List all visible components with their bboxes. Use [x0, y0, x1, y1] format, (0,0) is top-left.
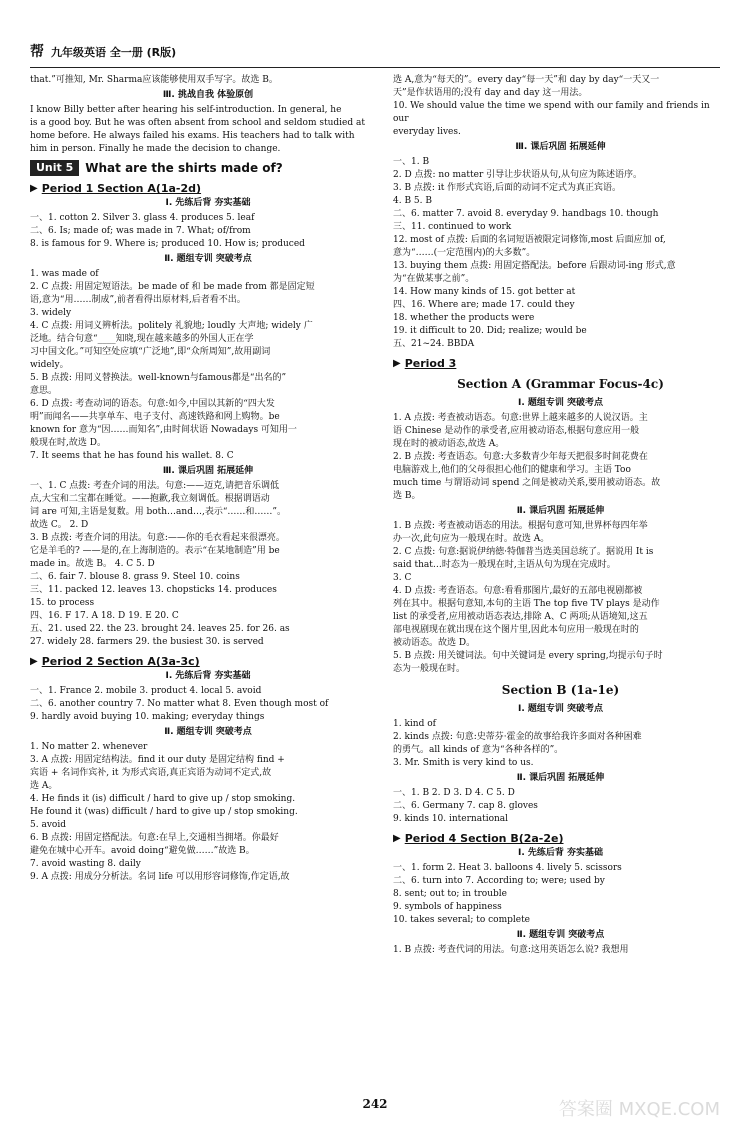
period-title: Period 4 Section B(2a-2e): [404, 832, 564, 845]
publisher-logo: 帮: [30, 43, 43, 60]
answer-line: 3. widely: [30, 308, 72, 318]
period-title: Period 3: [404, 357, 457, 370]
period-heading: [393, 357, 728, 370]
answer-line: 现在时的被动语态,故选 A。: [393, 439, 505, 449]
sectionB1-answers: [393, 703, 728, 826]
answer-line: 为“在做某事之前”。: [393, 274, 475, 284]
answer-line: 7. avoid wasting 8. daily: [30, 859, 141, 869]
answer-line: said that…时态为一般现在时,主语从句为现在完成时。: [393, 560, 616, 570]
answer-line: 5. B 点拨: 用关键词法。句中关键词是 every spring,均提示句子时: [393, 651, 663, 661]
unit-title-row: [30, 160, 386, 176]
answer-line: 2. C 点拨: 句意:据说伊纳徳·特伽普当选美国总统了。据说用 It is: [393, 547, 654, 557]
answer-line: 四、16. F 17. A 18. D 19. E 20. C: [30, 611, 179, 621]
answer-line: 点,大宝和二宝都在睡觉。——抱歉,我立刻调低。根据谓语动: [30, 494, 270, 504]
section-heading: Ⅱ. 课后巩固 拓展延伸: [516, 506, 605, 516]
triangle-icon: ▶: [393, 358, 401, 369]
answer-line: 办一次,此句应为一般现在时。故选 A。: [393, 534, 550, 544]
answer-line: 部电视剧现在就出现在这个图片里,因此本句应用一般现在时的: [393, 625, 639, 635]
answer-line: 二、6. matter 7. avoid 8. everyday 9. handbags 10. though: [393, 209, 659, 219]
triangle-icon: ▶: [30, 656, 38, 667]
section-heading: Ⅰ. 题组专训 突破考点: [517, 398, 604, 408]
answer-line: 二、6. Germany 7. cap 8. gloves: [393, 801, 538, 811]
answer-line: 6. D 点拨: 考查动词的语态。句意:如今,中国以其新的“四大发: [30, 399, 275, 409]
answer-line: 10. takes several; to complete: [393, 915, 531, 925]
section-heading: Ⅲ. 挑战自我 体验原创: [162, 90, 254, 100]
answer-line: 4. B 5. B: [393, 196, 432, 206]
answer-line: 三、11. packed 12. leaves 13. chopsticks 14. produces: [30, 585, 277, 595]
answer-line: 它是羊毛的? ——是的,在上海制造的。表示“在某地制造”用 be: [30, 546, 280, 556]
period4-answers: [393, 847, 728, 957]
answer-line: 泛地。结合句意“____知晓,现在越来越多的外国人正在学: [30, 334, 254, 344]
answer-line: 三、11. continued to work: [393, 222, 512, 232]
answer-line: 2. C 点拨: 用固定短语法。be made of 和 be made from 都是固定短: [30, 282, 315, 292]
answer-line: 二、6. turn into 7. According to; were; used by: [393, 876, 605, 886]
period-heading: [393, 832, 728, 845]
answer-line: 18. whether the products were: [393, 313, 535, 323]
period1-answers: [30, 197, 386, 649]
triangle-icon: ▶: [393, 833, 401, 844]
answer-line: 27. widely 28. farmers 29. the busiest 30. is served: [30, 637, 264, 647]
answer-line: 6. B 点拨: 用固定搭配法。句意:在早上,交通相当拥堵。你最好: [30, 833, 279, 843]
section-heading: Ⅱ. 题组专训 突破考点: [516, 930, 605, 940]
triangle-icon: ▶: [30, 183, 38, 194]
answer-line: 选 A,意为“每天的”。every day“每一天”和 day by day“一天又一: [393, 75, 660, 85]
answer-line: 8. is famous for 9. Where is; produced 10. How is; produced: [30, 239, 305, 249]
answer-line: 习中国文化。”可知空处应填“广泛地”,即“众所周知”,故用副词: [30, 347, 271, 357]
answer-line: 14. How many kinds of 15. got better at: [393, 287, 576, 297]
page-header: [30, 40, 176, 64]
answer-line: 二、6. another country 7. No matter what 8. Even though most of: [30, 699, 329, 709]
answer-line: 四、16. Where are; made 17. could they: [393, 300, 575, 310]
answer-line: 3. A 点拨: 用固定结构法。find it our duty 是固定结构 find +: [30, 755, 285, 765]
answer-line: 二、6. fair 7. blouse 8. grass 9. Steel 10. coins: [30, 572, 240, 582]
answer-line: 5. avoid: [30, 820, 66, 830]
answer-line: 一、1. C 点拨: 考查介词的用法。句意:——迈克,请把音乐调低: [30, 481, 279, 491]
answer-line: 一、1. cotton 2. Silver 3. glass 4. produces 5. leaf: [30, 213, 255, 223]
section-heading: Ⅱ. 课后巩固 拓展延伸: [516, 773, 605, 783]
answer-line: 选 A。: [30, 781, 58, 791]
answer-line: 4. D 点拨: 考查语态。句意:看看那图片,最好的五部电视剧都被: [393, 586, 643, 596]
answer-line: 故选 C。 2. D: [30, 520, 89, 530]
answer-line: list 的承受者,应用被动语态表达,排除 A、C 两项;从语境知,这五: [393, 612, 648, 622]
answer-line: 一、1. B 2. D 3. D 4. C 5. D: [393, 788, 515, 798]
period2-answers: [30, 670, 386, 884]
answer-line: 9. A 点拨: 用成分分析法。名词 life 可以用形容词修饰,作定语,故: [30, 872, 290, 882]
unit-title: What are the shirts made of?: [85, 160, 283, 175]
section-title: Section A (Grammar Focus-4c): [457, 377, 664, 391]
answer-line: 态为一般现在时。: [393, 664, 466, 674]
answer-line: 的勇气。all kinds of 意为“各种各样的”。: [393, 745, 564, 755]
text-line: him in person. Finally he made the decision to change.: [30, 144, 281, 154]
answer-line: 1. No matter 2. whenever: [30, 742, 148, 752]
unit-badge: Unit 5: [30, 160, 79, 176]
section-title: Section B (1a-1e): [501, 683, 620, 697]
answer-line: 被动语态。故选 D。: [393, 638, 476, 648]
answer-line: known for 意为“因……而知名”,由时间状语 Nowadays 可知用一: [30, 425, 297, 435]
answer-line: 般现在时,故选 D。: [30, 438, 106, 448]
answer-line: 避免在城中心开车。avoid doing“避免做……”故选 B。: [30, 846, 255, 856]
period-heading: [30, 655, 386, 668]
answer-line: 1. B 点拨: 考查被动语态的用法。根据句意可知,世界杯每四年举: [393, 521, 648, 531]
answer-line: 12. most of 点拨: 后面的名词短语被限定词修饰,most 后面应加 of,: [393, 235, 666, 245]
answer-line: widely。: [30, 360, 69, 370]
answer-line: 3. B 点拨: it 作形式宾语,后面的动词不定式为真正宾语。: [393, 183, 622, 193]
answer-line: much time 与谓语动词 spend 之间是被动关系,要用被动语态。故: [393, 478, 661, 488]
answer-line: 1. was made of: [30, 269, 99, 279]
answer-line: 7. It seems that he has found his wallet. 8. C: [30, 451, 234, 461]
answer-line: 电脑游戏上,他们的父母很担心他们的健康和学习。主语 Too: [393, 465, 631, 475]
period-title: Period 1 Section A(1a-2d): [41, 182, 202, 195]
right-column: [393, 74, 728, 957]
book-title: 九年级英语 全一册 (R版): [51, 45, 177, 59]
answer-line: 2. D 点拨: no matter 引导让步状语从句,从句应为陈述语序。: [393, 170, 642, 180]
answer-line: 天”是作状语用的;没有 day and day 这一用法。: [393, 88, 588, 98]
answer-line: 9. hardly avoid buying 10. making; everyday things: [30, 712, 265, 722]
answer-line: 5. B 点拨: 用同义替换法。well-known与famous都是“出名的”: [30, 373, 287, 383]
text-line: that.”可推知, Mr. Sharma应该能够使用双手写字。故选 B。: [30, 75, 278, 85]
answer-line: 8. sent; out to; in trouble: [393, 889, 507, 899]
answer-line: everyday lives.: [393, 127, 461, 137]
answer-line: 一、1. France 2. mobile 3. product 4. local 5. avoid: [30, 686, 262, 696]
answer-line: 语,意为“用……制成”,前者看得出原材料,后者看不出。: [30, 295, 246, 305]
watermark: 答案圈 MXQE.COM: [558, 1099, 720, 1120]
answer-line: 3. Mr. Smith is very kind to us.: [393, 758, 534, 768]
answer-line: 10. We should value the time we spend with our family and friends in our: [393, 101, 710, 124]
answer-line: 意思。: [30, 386, 58, 396]
left-intro: [30, 74, 386, 156]
answer-line: 4. He finds it (is) difficult / hard to give up / stop smoking.: [30, 794, 296, 804]
answer-line: 一、1. form 2. Heat 3. balloons 4. lively 5. scissors: [393, 863, 622, 873]
section-heading: Ⅲ. 课后巩固 拓展延伸: [515, 142, 606, 152]
answer-line: 词 are 可知,主语是复数。用 both…and…,表示“……和……”。: [30, 507, 287, 517]
answer-line: 五、21~24. BBDA: [393, 339, 475, 349]
answer-line: 13. buying them 点拨: 用固定搭配法。before 后跟动词-ing 形式,意: [393, 261, 676, 271]
answer-line: 意为“……(一定范围内)的大多数”。: [393, 248, 536, 258]
answer-line: 9. kinds 10. international: [393, 814, 509, 824]
answer-line: 2. kinds 点拨: 句意:史蒂芬·霍金的故事给我许多面对各种困难: [393, 732, 642, 742]
section-heading: Ⅰ. 先练后背 夯实基础: [165, 671, 251, 681]
period-heading: [30, 182, 386, 195]
answer-line: He found it (was) difficult / hard to give up / stop smoking.: [30, 807, 298, 817]
answer-line: 列在其中。根据句意知,本句的主语 The top five TV plays 是动作: [393, 599, 660, 609]
answer-line: 1. B 点拨: 考查代词的用法。句意:这用英语怎么说? 我想用: [393, 945, 629, 955]
answer-line: 9. symbols of happiness: [393, 902, 502, 912]
answer-line: 3. B 点拨: 考查介词的用法。句意:——你的毛衣看起来很漂亮。: [30, 533, 285, 543]
period3-answers: [393, 397, 728, 676]
answer-line: 19. it difficult to 20. Did; realize; would be: [393, 326, 587, 336]
answer-line: made in。故选 B。 4. C 5. D: [30, 559, 155, 569]
answer-line: 一、1. B: [393, 157, 430, 167]
answer-line: 4. C 点拨: 用词义辨析法。politely 礼貌地; loudly 大声地; widely 广: [30, 321, 313, 331]
section-heading: Ⅰ. 先练后背 夯实基础: [517, 848, 604, 858]
answer-line: 15. to process: [30, 598, 95, 608]
answer-line: 2. B 点拨: 考查语态。句意:大多数青少年每天把很多时间花费在: [393, 452, 648, 462]
answer-line: 1. A 点拨: 考查被动语态。句意:世界上越来越多的人说汉语。主: [393, 413, 648, 423]
header-divider: [30, 67, 720, 68]
left-column: [30, 74, 386, 884]
section-heading: Ⅰ. 先练后背 夯实基础: [165, 198, 251, 208]
answer-line: 明”而闻名——共享单车、电子支付、高速铁路和网上购物。be: [30, 412, 280, 422]
section-heading: Ⅲ. 课后巩固 拓展延伸: [162, 466, 254, 476]
section-heading: Ⅱ. 题组专训 突破考点: [164, 727, 252, 737]
answer-line: 3. C: [393, 573, 412, 583]
period-title: Period 2 Section A(3a-3c): [41, 655, 200, 668]
page-number: 242: [362, 1097, 388, 1111]
text-line: is a good boy. But he was often absent from school and seldom studied at: [30, 118, 365, 128]
answer-line: 选 B。: [393, 491, 421, 501]
answer-line: 二、6. Is; made of; was made in 7. What; of/from: [30, 226, 251, 236]
section-heading: Ⅰ. 题组专训 突破考点: [517, 704, 604, 714]
answer-line: 宾语 + 名词作宾补, it 为形式宾语,真正宾语为动词不定式,故: [30, 768, 272, 778]
answer-line: 1. kind of: [393, 719, 436, 729]
answer-line: 语 Chinese 是动作的承受者,应用被动语态,根据句意应用一般: [393, 426, 640, 436]
right-top-answers: [393, 74, 728, 351]
answer-line: 五、21. used 22. the 23. brought 24. leaves 25. for 26. as: [30, 624, 290, 634]
text-line: home before. He always failed his exams. His teachers had to talk with: [30, 131, 355, 141]
section-heading: Ⅱ. 题组专训 突破考点: [164, 254, 252, 264]
text-line: I know Billy better after hearing his self-introduction. In general, he: [30, 105, 342, 115]
